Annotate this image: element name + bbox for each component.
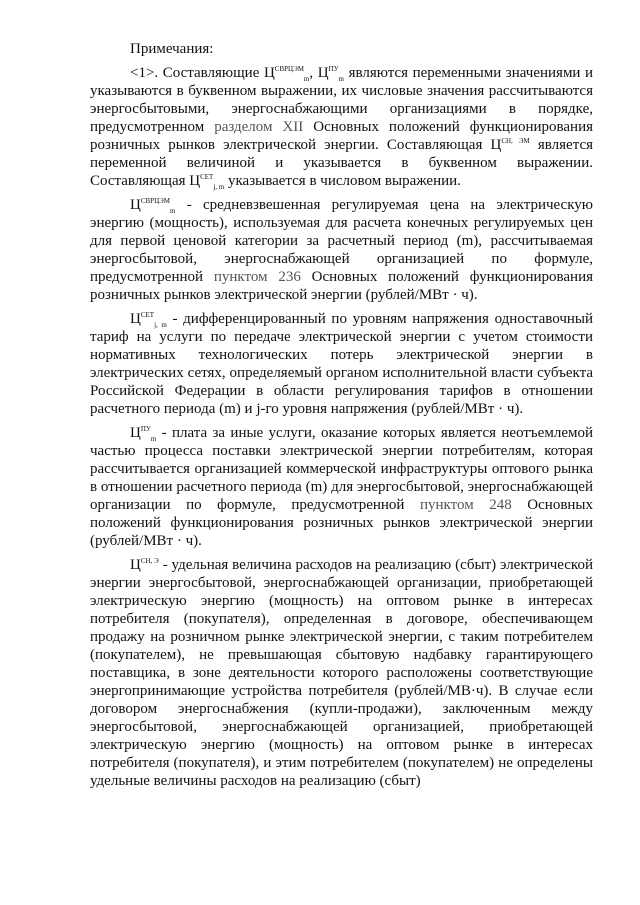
definition-set-text: - дифференцированный по уровням напряжения одноставочный тариф на услуги по передаче электрической энергии с учетом стоимости нормативных технологических потерь электрической энергии в электрических сетях, определяемый органом исполнительной власти субъекта Российской Федерации в области регулирования тарифов в отношении расчетного периода (m) и j-го уровня напряжения (рублей/МВт · ч). (90, 311, 594, 417)
link-point-236[interactable]: пунктом 236 (213, 269, 301, 285)
definition-set-symbol: $Ц^{СЕТ}_{j, m}$ (130, 311, 167, 329)
definition-svrcem (90, 196, 593, 304)
note-1-text-4: указывается в числовом выражении. (227, 173, 461, 189)
symbol-c-pu: $Ц^{ПУ}_m$ (317, 65, 344, 83)
definition-sn-symbol: $Ц^{СН, Э}$ (130, 557, 159, 573)
note-1-text-1: являются переменными значениями и указываются в буквенном выражении, их числовые значения рассчитываются энергосбытовыми, энергоснабжающими организациями в порядке, предусмотренном (90, 65, 594, 135)
definition-svrcem-text-1: - средневзвешенная регулируемая цена на электрическую энергию (мощность), используемая для расчета конечных регулируемых цен для первой ценовой категории за расчетный период (m), рассчитываемая энергосбытовой, энергоснабжающей организацией по формуле, предусмотренной (90, 197, 593, 285)
document-page (90, 40, 593, 790)
note-1-text-2: Основных положений функционирования розничных рынков электрической энергии. Составляющая (90, 119, 594, 153)
definition-pu (90, 424, 593, 550)
definition-pu-text-1: - плата за иные услуги, оказание которых является неотъемлемой частью процесса поставки электрической энергии потребителям, которая рассчитывается организацией коммерческой инфраструктуры оптового рынка в отношении расчетного периода (m) для энергосбытовой, энергоснабжающей организации по формуле, предусмотренной (90, 425, 593, 513)
symbol-c-svrcem: $Ц^{СВРЦЭМ}_m$ (263, 65, 310, 83)
note-1-marker: <1>. Составляющие (130, 65, 260, 81)
note-1-text-3: является переменной величиной и указывается в буквенном выражении. Составляющая (90, 137, 594, 189)
definition-sn (90, 556, 593, 790)
definition-set (90, 310, 593, 418)
link-section-xii[interactable]: разделом XII (214, 119, 304, 135)
definition-svrcem-text-2: Основных положений функционирования розничных рынков электрической энергии (рублей/МВт · ч). (90, 269, 594, 303)
symbol-c-sn-em: $Ц^{СН, ЭМ}$ (490, 137, 530, 153)
definition-sn-text: - удельная величина расходов на реализацию (сбыт) электрической энергии энергосбытовой, энергоснабжающей организации, приобретающей электрическую энергию (мощность) на оптовом рынке в интересах потребителя (покупателя), определенная в договоре, обеспечивающем продажу на розничном рынке электрической энергии, с таким потребителем (покупателем), не превышающая сбытовую надбавку гарантирующего поставщика, в зоне деятельности которого расположены соответствующие энергопринимающие устройства потребителя (рублей/МВ·ч). В случае если договором энергоснабжения (купли-продажи), заключенным между энергосбытовой, энергоснабжающей организацией, приобретающей электрическую энергию (мощность) на оптовом рынке в интересах потребителя (покупателя), и этим потребителем (покупателем) не определены удельные величины расходов на реализацию (сбыт) (90, 557, 593, 789)
definition-pu-symbol: $Ц^{ПУ}_m$ (130, 425, 157, 443)
definition-svrcem-symbol: $Ц^{СВРЦЭМ}_m$ (130, 197, 176, 215)
note-1: <1>. Составляющие $Ц^{СВРЦЭМ}_m$, $Ц^{ПУ}_m$ являются переменными значениями и указываются в буквенном выражении, их числовые значения рассчитываются энергосбытовыми, энергоснабжающими организациями в порядке, предусмотренном разделом XII Основных положений функционирования розничных рынков электрической энергии. Составляющая $Ц^{СН, ЭМ}$ является переменной величиной и указывается в буквенном выражении. Составляющая $Ц^{СЕТ}_{j, m}$ указывается в числовом выражении. (90, 65, 594, 191)
link-point-248[interactable]: пунктом 248 (420, 497, 512, 513)
definition-pu-text-2: Основных положений функционирования розничных рынков электрической энергии (рублей/МВт · ч). (90, 497, 594, 549)
notes-heading: Примечания: (130, 41, 214, 57)
symbol-c-set: $Ц^{СЕТ}_{j, m}$ (189, 173, 225, 191)
